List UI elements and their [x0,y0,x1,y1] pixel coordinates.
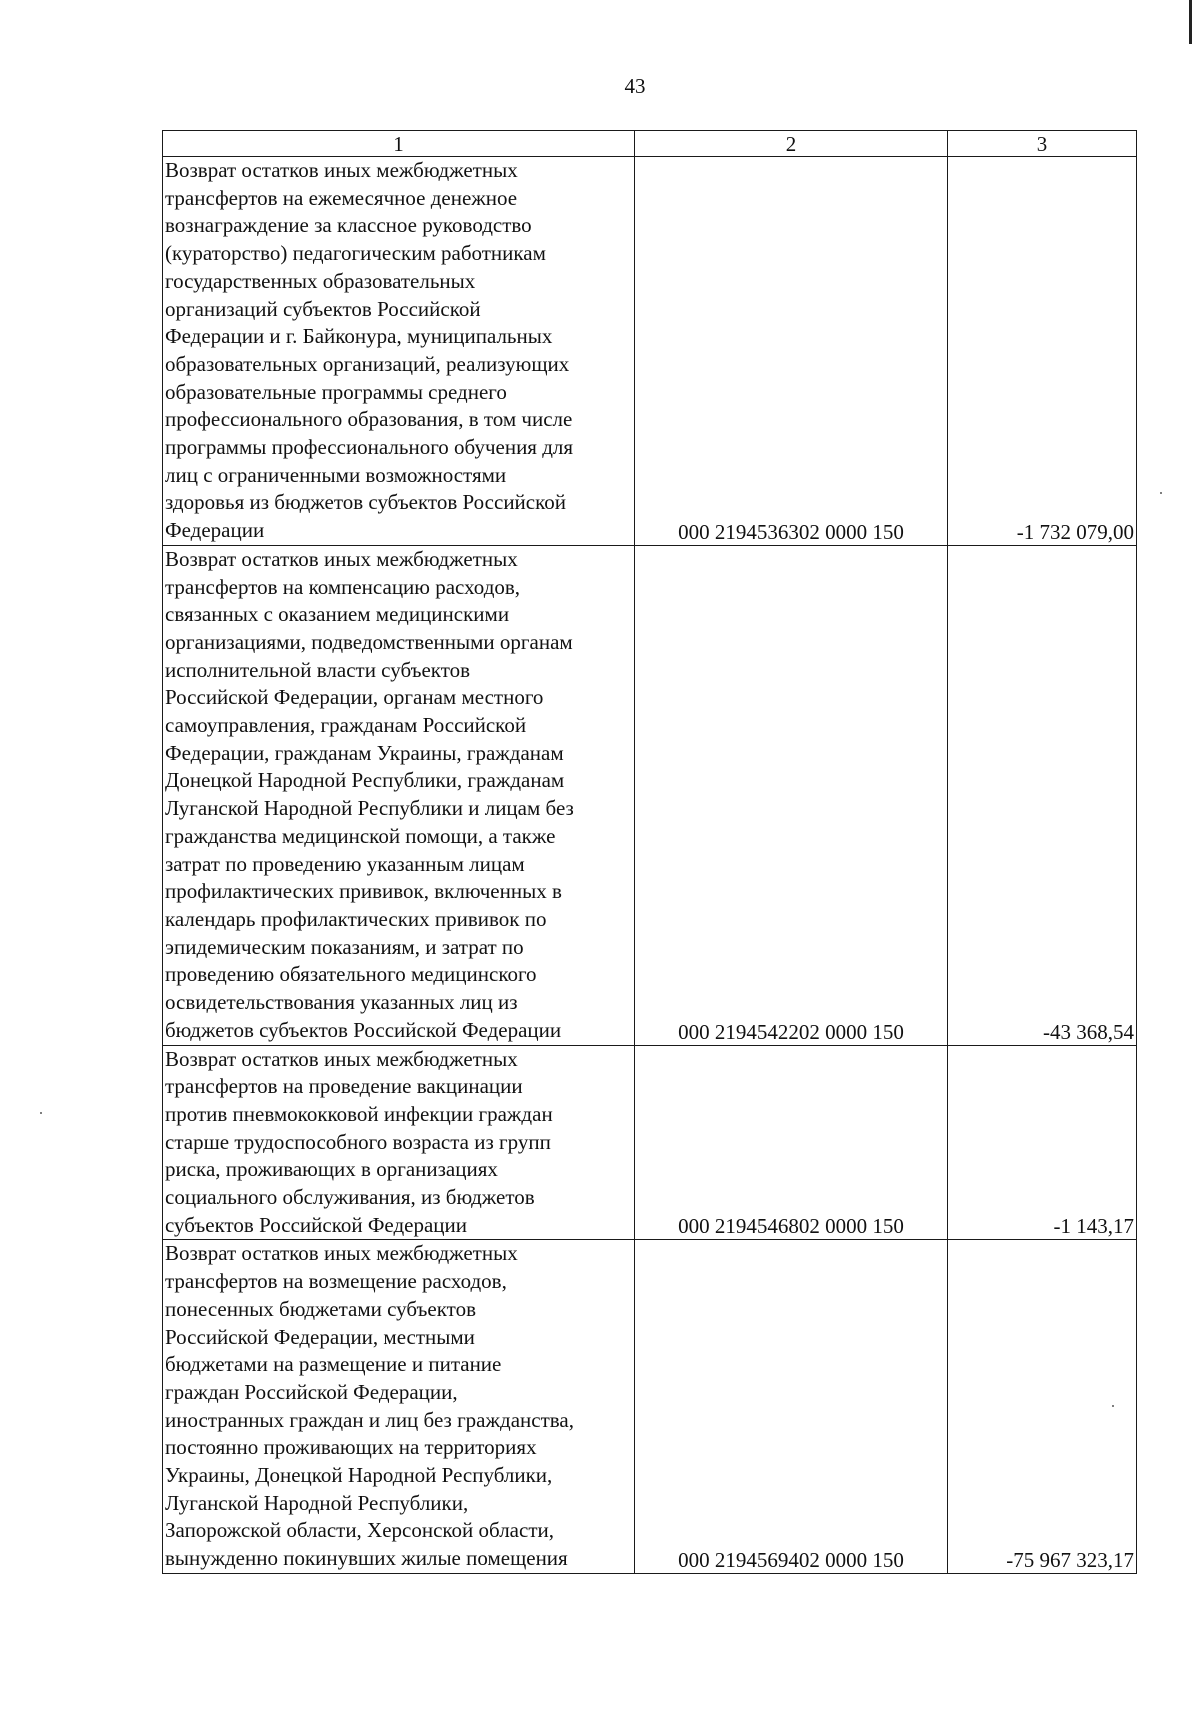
row-budget-code: 000 2194569402 0000 150 [635,1240,948,1573]
table-header [163,131,1137,157]
scan-speck [1160,492,1162,494]
row-amount: -43 368,54 [948,545,1137,1045]
table-row [163,1045,1137,1240]
row-description: Возврат остатков иных межбюджетных трансфертов на проведение вакцинации против пневмококковой инфекции граждан старше трудоспособного возраста из групп риска, проживающих в организациях социального обслуживания, из бюджетов субъектов Российской Федерации [163,1045,635,1240]
row-budget-code: 000 2194542202 0000 150 [635,545,948,1045]
row-budget-code: 000 2194546802 0000 150 [635,1045,948,1240]
row-amount: -1 143,17 [948,1045,1137,1240]
table-row [163,157,1137,546]
header-col-1: 1 [163,131,635,157]
scan-edge-mark [1189,0,1192,44]
scan-speck [40,1112,42,1114]
table-row [163,545,1137,1045]
row-amount: -1 732 079,00 [948,157,1137,546]
report-table [162,130,1137,1574]
row-description: Возврат остатков иных межбюджетных трансфертов на возмещение расходов, понесенных бюджетами субъектов Российской Федерации, местными бюджетами на размещение и питание граждан Российской Федерации, иностранных граждан и лиц без гражданства, постоянно проживающих на территориях Украины, Донецкой Народной Республики, Луганской Народной Республики, Запорожской области, Херсонской области, вынужденно покинувших жилые помещения [163,1240,635,1573]
row-description: Возврат остатков иных межбюджетных трансфертов на компенсацию расходов, связанных с оказанием медицинскими организациями, подведомственными органам исполнительной власти субъектов Российской Федерации, органам местного самоуправления, гражданам Российской Федерации, гражданам Украины, гражданам Донецкой Народной Республики, гражданам Луганской Народной Республики и лицам без гражданства медицинской помощи, а также затрат по проведению указанным лицам профилактических прививок, включенных в календарь профилактических прививок по эпидемическим показаниям, и затрат по проведению обязательного медицинского освидетельствования указанных лиц из бюджетов субъектов Российской Федерации [163,545,635,1045]
row-description: Возврат остатков иных межбюджетных трансфертов на ежемесячное денежное вознаграждение за классное руководство (кураторство) педагогическим работникам государственных образовательных организаций субъектов Российской Федерации и г. Байконура, муниципальных образовательных организаций, реализующих образовательные программы среднего профессионального образования, в том числе программы профессионального обучения для лиц с ограниченными возможностями здоровья из бюджетов субъектов Российской Федерации [163,157,635,546]
header-col-3: 3 [948,131,1137,157]
row-amount: -75 967 323,17 [948,1240,1137,1573]
row-budget-code: 000 2194536302 0000 150 [635,157,948,546]
header-row [163,131,1137,157]
header-col-2: 2 [635,131,948,157]
table-row [163,1240,1137,1573]
page-number: 43 [624,74,646,98]
table-body [163,157,1137,1574]
